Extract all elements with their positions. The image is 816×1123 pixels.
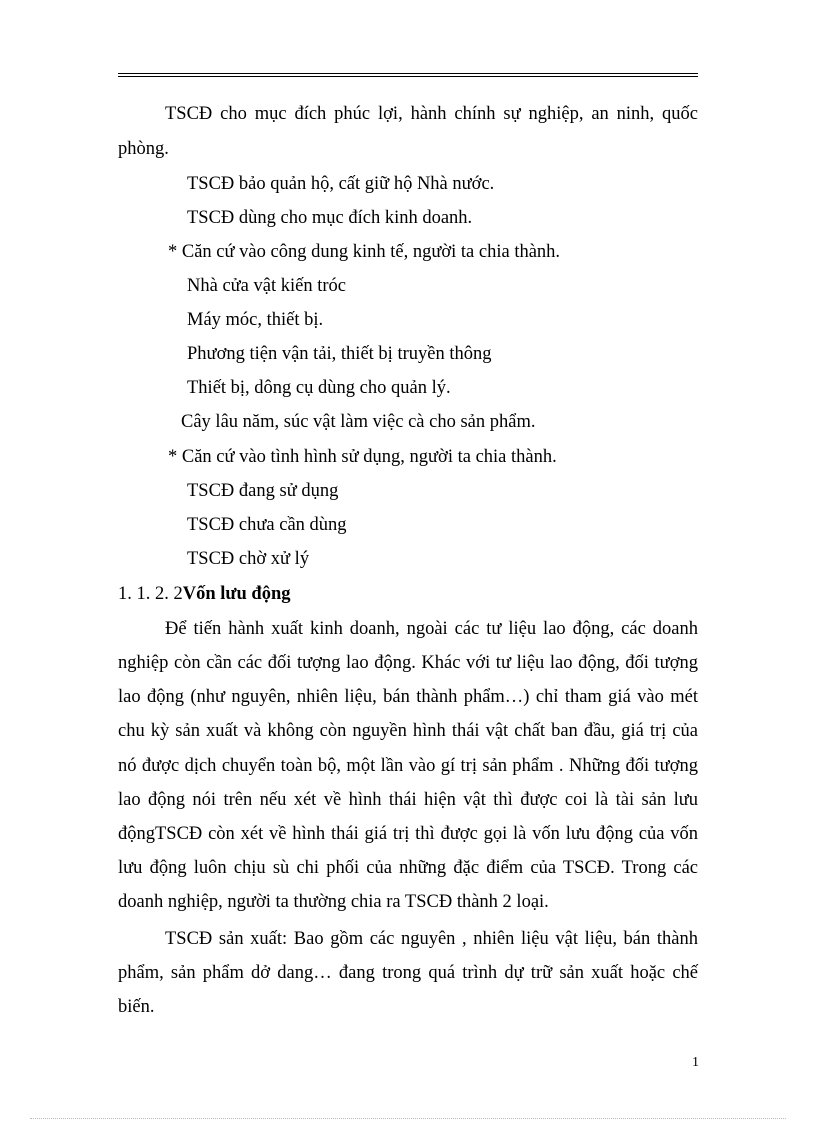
paragraph-line: TSCĐ sản xuất: Bao gồm các nguyên , nhiên liệu vật liệu, bán thành: [165, 929, 698, 949]
section-number: 1. 1. 2. 2: [118, 584, 183, 604]
paragraph-line: độngTSCĐ còn xét về hình thái giá trị thì được gọi là vốn lưu động của vốn: [118, 824, 698, 844]
paragraph-line: phẩm, sản phẩm dở dang… đang trong quá trình dự trữ sản xuất hoặc chế: [118, 963, 698, 983]
header-rule-bottom: [118, 76, 698, 77]
paragraph-line: chu kỳ sản xuất và không còn nguyền hình thái vật chất ban đầu, giá trị của: [118, 721, 698, 741]
text-line: Máy móc, thiết bị.: [187, 310, 324, 330]
footer-dotted-rule: [30, 1118, 786, 1119]
section-title: Vốn lưu động: [182, 584, 291, 604]
section-heading: [118, 583, 291, 605]
page-number: 1: [692, 1055, 699, 1070]
text-line: TSCĐ bảo quản hộ, cất giữ hộ Nhà nước.: [187, 174, 495, 194]
paragraph-line: lao động nói trên nếu xét về hình thái hiện vật thì được coi là tài sản lưu: [118, 790, 698, 810]
bullet-line: * Căn cứ vào tình hình sử dụng, người ta chia thành.: [168, 447, 557, 467]
text-line: Thiết bị, dông cụ dùng cho quản lý.: [187, 378, 451, 398]
paragraph-line: nó được dịch chuyển toàn bộ, một lần vào gí trị sản phẩm . Những đối tượng: [118, 756, 698, 776]
paragraph-line: biến.: [118, 997, 155, 1017]
text-line: TSCĐ cho mục đích phúc lợi, hành chính sự nghiệp, an ninh, quốc: [165, 104, 698, 124]
bullet-line: * Căn cứ vào công dung kinh tế, người ta chia thành.: [168, 242, 561, 262]
paragraph-line: nghiệp còn cần các đối tượng lao động. Khác với tư liệu lao động, đối tượng: [118, 653, 698, 673]
text-line: TSCĐ chờ xử lý: [187, 549, 310, 569]
paragraph-line: lao động (như nguyên, nhiên liệu, bán thành phẩm…) chỉ tham giá vào mét: [118, 687, 698, 707]
paragraph-line: lưu động luôn chịu sù chi phối của những đặc điểm của TSCĐ. Trong các: [118, 858, 698, 878]
text-line: Nhà cửa vật kiến tróc: [187, 276, 346, 296]
text-line: TSCĐ dùng cho mục đích kinh doanh.: [187, 208, 473, 228]
text-line: Phương tiện vận tải, thiết bị truyền thông: [187, 344, 492, 364]
text-line: TSCĐ chưa cần dùng: [187, 515, 347, 535]
paragraph-line: doanh nghiệp, người ta thường chia ra TSCĐ thành 2 loại.: [118, 892, 549, 912]
header-rule-top: [118, 73, 698, 74]
text-line: Cây lâu năm, súc vật làm việc cà cho sản phẩm.: [181, 412, 536, 432]
paragraph-line: Để tiến hành xuất kinh doanh, ngoài các tư liệu lao động, các doanh: [165, 619, 698, 639]
text-line: phòng.: [118, 139, 169, 159]
text-line: TSCĐ đang sử dụng: [187, 481, 339, 501]
